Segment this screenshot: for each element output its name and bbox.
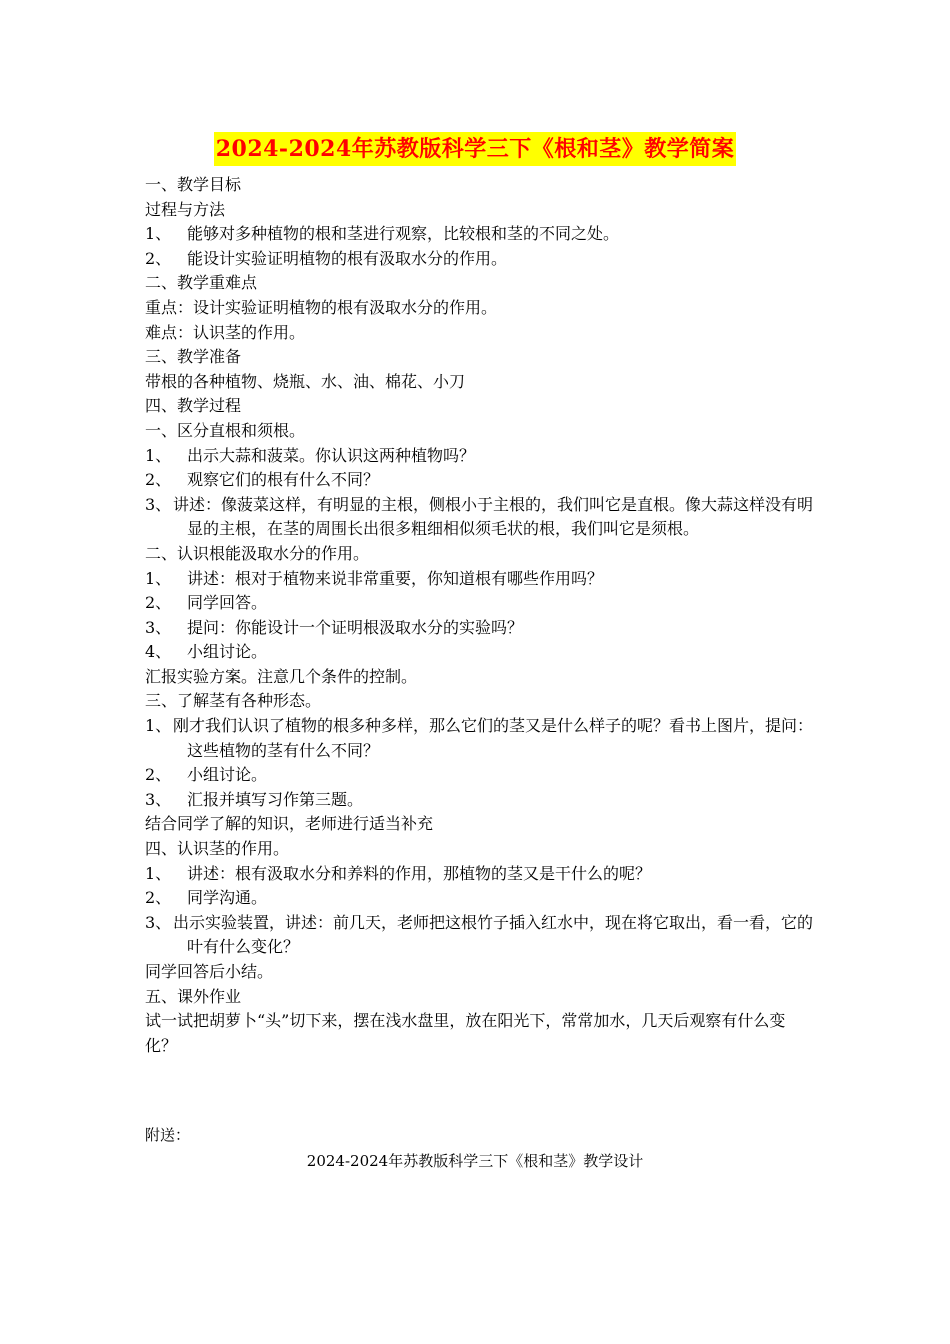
list-number: 3、 [145, 494, 172, 514]
step-note: 同学回答后小结。 [145, 962, 274, 981]
list-number: 1、 [145, 224, 172, 244]
list-text: 同学沟通。 [187, 888, 268, 908]
list-text: 小组讨论。 [187, 765, 268, 785]
list-item [145, 886, 815, 911]
list-item [145, 714, 815, 763]
list-number: 4、 [145, 642, 172, 662]
list-item [145, 591, 815, 616]
list-text: 同学回答。 [187, 593, 268, 613]
list-text: 能够对多种植物的根和茎进行观察，比较根和茎的不同之处。 [187, 224, 620, 244]
document-title: 2024-2024年苏教版科学三下《根和茎》教学简案 [214, 132, 737, 166]
list-item [145, 788, 815, 813]
list-text: 观察它们的根有什么不同？ [187, 470, 380, 490]
list-item [145, 493, 815, 542]
section-heading: 五、课外作业 [145, 986, 242, 1006]
list-number: 2、 [145, 470, 172, 490]
list-text: 小组讨论。 [187, 642, 268, 662]
step-heading: 一、区分直根和须根。 [145, 420, 306, 440]
list-item [145, 567, 815, 592]
list-number: 3、 [145, 789, 172, 809]
list-item [145, 444, 815, 469]
list-number: 2、 [145, 248, 172, 268]
list-item [145, 911, 815, 960]
document-body [145, 173, 815, 1058]
step-heading: 二、认识根能汲取水分的作用。 [145, 543, 370, 563]
list-text: 出示大蒜和菠菜。你认识这两种植物吗？ [187, 445, 476, 465]
list-item [145, 222, 815, 247]
key-point: 重点：设计实验证明植物的根有汲取水分的作用。 [145, 297, 498, 317]
list-number: 1、 [145, 445, 172, 465]
list-number: 2、 [145, 593, 172, 613]
difficult-point: 难点：认识茎的作用。 [145, 322, 306, 342]
list-item [145, 247, 815, 272]
list-item [145, 763, 815, 788]
list-text: 汇报并填写习作第三题。 [187, 789, 364, 809]
list-text: 讲述：像菠菜这样，有明显的主根，侧根小于主根的，我们叫它是直根。像大蒜这样没有明显的主根，在茎的周围长出很多粗细相似须毛状的根，我们叫它是须根。 [173, 494, 814, 539]
list-number: 1、 [145, 863, 172, 883]
section-heading: 三、教学准备 [145, 347, 242, 367]
list-text: 讲述：根对于植物来说非常重要，你知道根有哪些作用吗？ [187, 568, 604, 588]
attachment-title: 2024-2024年苏教版科学三下《根和茎》教学设计 [306, 1152, 644, 1170]
list-number: 2、 [145, 888, 172, 908]
list-number: 1、 [145, 716, 172, 736]
list-text: 提问：你能设计一个证明根汲取水分的实验吗？ [187, 617, 524, 637]
list-number: 3、 [145, 912, 172, 932]
subsection-heading: 过程与方法 [145, 199, 226, 219]
section-heading: 四、教学过程 [145, 396, 242, 416]
materials-text: 带根的各种植物、烧瓶、水、油、棉花、小刀 [145, 371, 466, 391]
step-note: 汇报实验方案。注意几个条件的控制。 [145, 666, 418, 686]
step-heading: 四、认识茎的作用。 [145, 839, 290, 859]
step-heading: 三、了解茎有各种形态。 [145, 691, 322, 711]
list-item [145, 468, 815, 493]
list-item [145, 616, 815, 641]
title-wrap [0, 132, 950, 166]
section-heading: 一、教学目标 [145, 175, 242, 194]
list-number: 3、 [145, 617, 172, 637]
list-text: 讲述：根有汲取水分和养料的作用，那植物的茎又是干什么的呢？ [187, 863, 652, 883]
list-number: 1、 [145, 568, 172, 588]
list-item [145, 862, 815, 887]
list-text: 能设计实验证明植物的根有汲取水分的作用。 [187, 248, 508, 268]
homework-text: 试一试把胡萝卜“头”切下来，摆在浅水盘里，放在阳光下，常常加水，几天后观察有什么变化？ [145, 1011, 786, 1055]
attachment-label: 附送： [145, 1126, 191, 1144]
list-number: 2、 [145, 765, 172, 785]
list-text: 出示实验装置，讲述：前几天，老师把这根竹子插入红水中，现在将它取出，看一看，它的叶有什么变化？ [173, 912, 814, 957]
list-text: 刚才我们认识了植物的根多种多样，那么它们的茎又是什么样子的呢？看书上图片，提问：这些植物的茎有什么不同？ [173, 716, 814, 760]
step-note: 结合同学了解的知识，老师进行适当补充 [145, 814, 434, 834]
list-item [145, 640, 815, 665]
section-heading: 二、教学重难点 [145, 273, 258, 293]
